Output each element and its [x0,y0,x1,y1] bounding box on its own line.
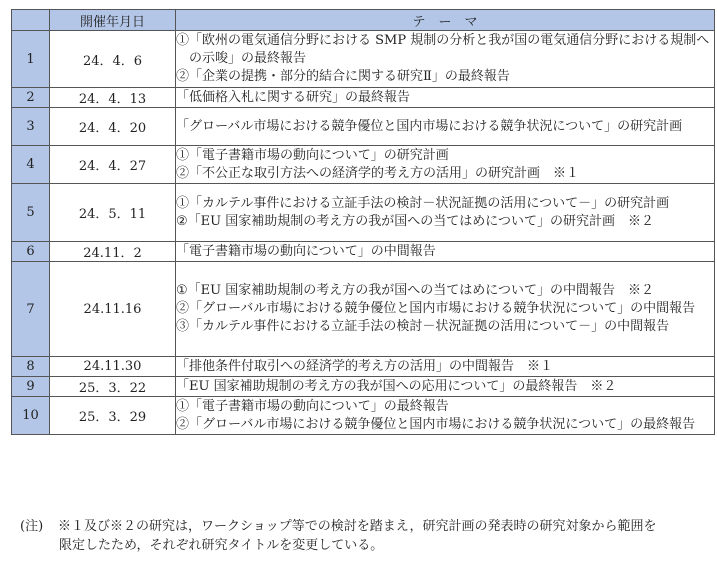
row-theme [176,184,715,242]
row-number: 10 [12,397,50,435]
theme-item: 「EU 国家補助規制の考え方の我が国への応用について」の最終報告 ※２ [176,378,617,394]
row-theme [176,357,715,377]
table-row [12,108,715,146]
row-number: 8 [12,357,50,377]
row-theme [176,108,715,146]
row-date: 25．3．22 [50,377,176,397]
theme-item: ①「EU 国家補助規制の考え方の我が国への当てはめについて」の中間報告 ※２ [176,283,654,298]
theme-item: ①「電子書籍市場の動向について」の最終報告 [176,398,449,414]
theme-item: 「電子書籍市場の動向について」の中間報告 [176,243,436,259]
schedule-table [11,9,715,435]
theme-item: ①「カルテル事件における立証手法の検討－状況証拠の活用について－」の研究計画 [176,195,670,211]
row-date: 24.11．2 [50,242,176,262]
row-number: 4 [12,146,50,184]
theme-item: ②「EU 国家補助規制の考え方の我が国への当てはめについて」の研究計画 ※２ [176,213,654,229]
theme-item: ①「欧州の電気通信分野における SMP 規制の分析と我が国の電気通信分野における規制への示唆」の最終報告 [176,33,710,66]
theme-item: ②「グローバル市場における競争優位と国内市場における競争状況について」の最終報告 [176,416,696,432]
table-row [12,88,715,108]
header-no [12,10,50,31]
footnote-label: (注) [20,519,44,534]
header-date: 開催年月日 [50,10,176,31]
table-row [12,357,715,377]
table-row [12,397,715,435]
theme-item: 「グローバル市場における競争優位と国内市場における競争状況について」の研究計画 [176,118,683,134]
row-date: 24．4．27 [50,146,176,184]
theme-item: ②「不公正な取引方法への経済学的考え方の活用」の研究計画 ※１ [176,165,580,181]
row-theme [176,88,715,108]
row-date: 24.11.30 [50,357,176,377]
theme-item: 「低価格入札に関する研究」の最終報告 [176,89,411,105]
row-theme [176,397,715,435]
row-date: 24．4．20 [50,108,176,146]
table-row [12,184,715,242]
table-row [12,242,715,262]
row-date: 25．3．29 [50,397,176,435]
row-date: 24．4．13 [50,88,176,108]
footnote [20,517,710,555]
row-number: 6 [12,242,50,262]
row-theme [176,262,715,357]
row-theme [176,242,715,262]
header-row [12,10,715,31]
theme-item: 「排他条件付取引への経済学的考え方の活用」の中間報告 ※１ [176,358,554,374]
row-theme [176,146,715,184]
row-number: 1 [12,31,50,88]
row-date: 24.11.16 [50,262,176,357]
table-row [12,31,715,88]
row-number: 3 [12,108,50,146]
row-number: 2 [12,88,50,108]
row-date: 24．5．11 [50,184,176,242]
theme-item: ①「電子書籍市場の動向について」の研究計画 [176,147,449,163]
table-row [12,377,715,397]
row-number: 5 [12,184,50,242]
footnote-line-2: 限定したため，それぞれ研究タイトルを変更している。 [59,538,384,553]
row-theme [176,31,715,88]
footnote-line-1: ※１及び※２の研究は，ワークショップ等での検討を踏まえ，研究計画の発表時の研究対象から範囲を [58,519,657,534]
row-number: 9 [12,377,50,397]
theme-item: ②「企業の提携・部分的結合に関する研究Ⅱ」の最終報告 [176,69,510,84]
theme-item: ③「カルテル事件における立証手法の検討－状況証拠の活用について－」の中間報告 [176,319,670,334]
row-date: 24．4．6 [50,31,176,88]
row-number: 7 [12,262,50,357]
table-row [12,146,715,184]
theme-item: ②「グローバル市場における競争優位と国内市場における競争状況について」の中間報告 [176,301,696,316]
row-theme [176,377,715,397]
table-row [12,262,715,357]
header-theme: テ ー マ [176,10,715,31]
